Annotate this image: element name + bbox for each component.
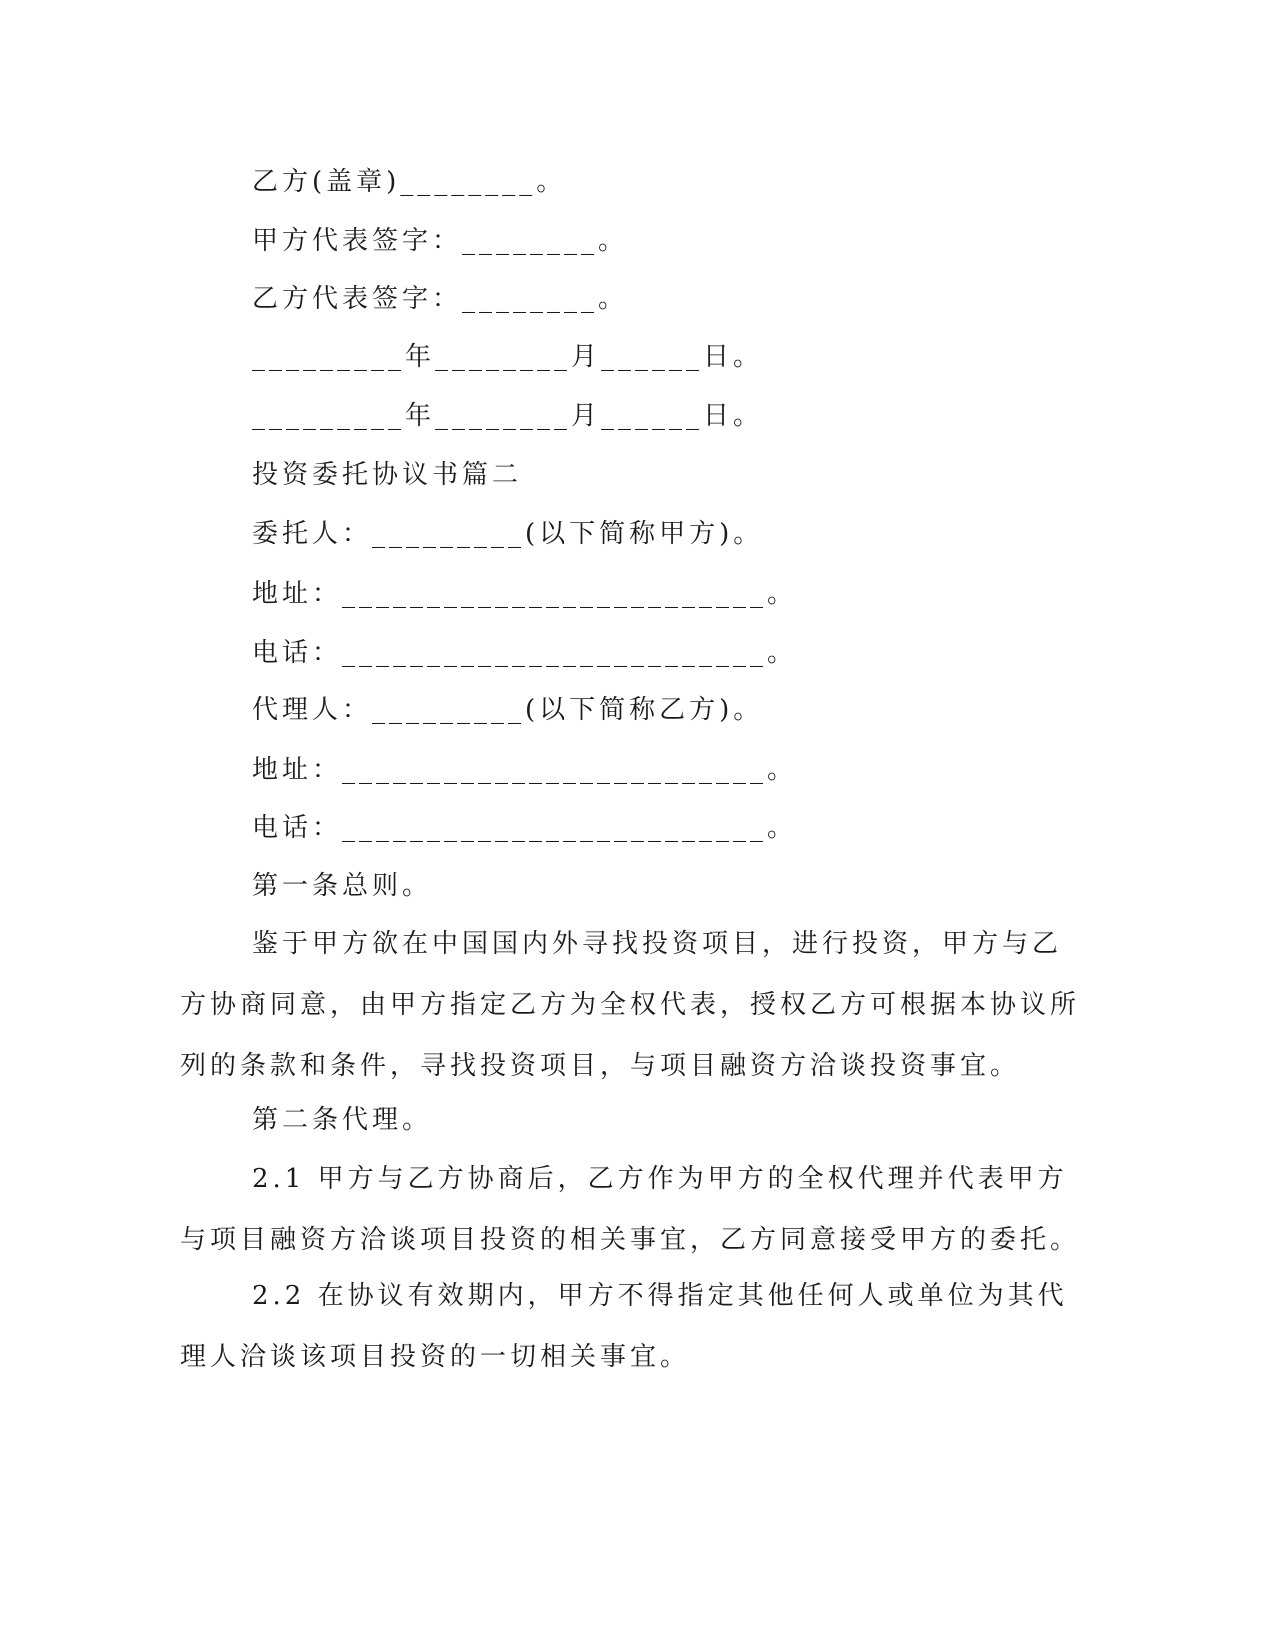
article-1-title: 第一条总则。	[252, 871, 433, 901]
article-1-paragraph: 鉴于甲方欲在中国国内外寻找投资项目，进行投资，甲方与乙方协商同意，由甲方指定乙方为全权代表，授权乙方可根据本协议所列的条款和条件，寻找投资项目，与项目融资方洽谈投资事宜。	[180, 929, 1081, 1081]
principal-phone-line: 电话：_________________________。	[252, 638, 798, 668]
article-2-title: 第二条代理。	[252, 1105, 433, 1135]
party-b-rep-signature-line: 乙方代表签字：________。	[252, 284, 629, 314]
date-line-2: _________年________月______日。	[252, 401, 764, 431]
section-heading: 投资委托协议书篇二	[252, 460, 523, 490]
agent-line: 代理人：_________(以下简称乙方)。	[252, 695, 764, 725]
clause-2-2-paragraph: 2.2 在协议有效期内，甲方不得指定其他任何人或单位为其代理人洽谈该项目投资的一切相关事宜。	[180, 1281, 1068, 1372]
principal-address-line: 地址：_________________________。	[252, 579, 798, 609]
party-a-rep-signature-line: 甲方代表签字：________。	[252, 226, 629, 256]
agent-phone-line: 电话：_________________________。	[252, 813, 798, 843]
date-line-1: _________年________月______日。	[252, 342, 764, 372]
clause-2-1-paragraph: 2.1 甲方与乙方协商后，乙方作为甲方的全权代理并代表甲方与项目融资方洽谈项目投资的相关事宜，乙方同意接受甲方的委托。	[180, 1164, 1081, 1255]
agent-address-line: 地址：_________________________。	[252, 755, 798, 785]
principal-line: 委托人：_________(以下简称甲方)。	[252, 519, 764, 549]
party-b-seal-line: 乙方(盖章)________。	[252, 167, 567, 197]
